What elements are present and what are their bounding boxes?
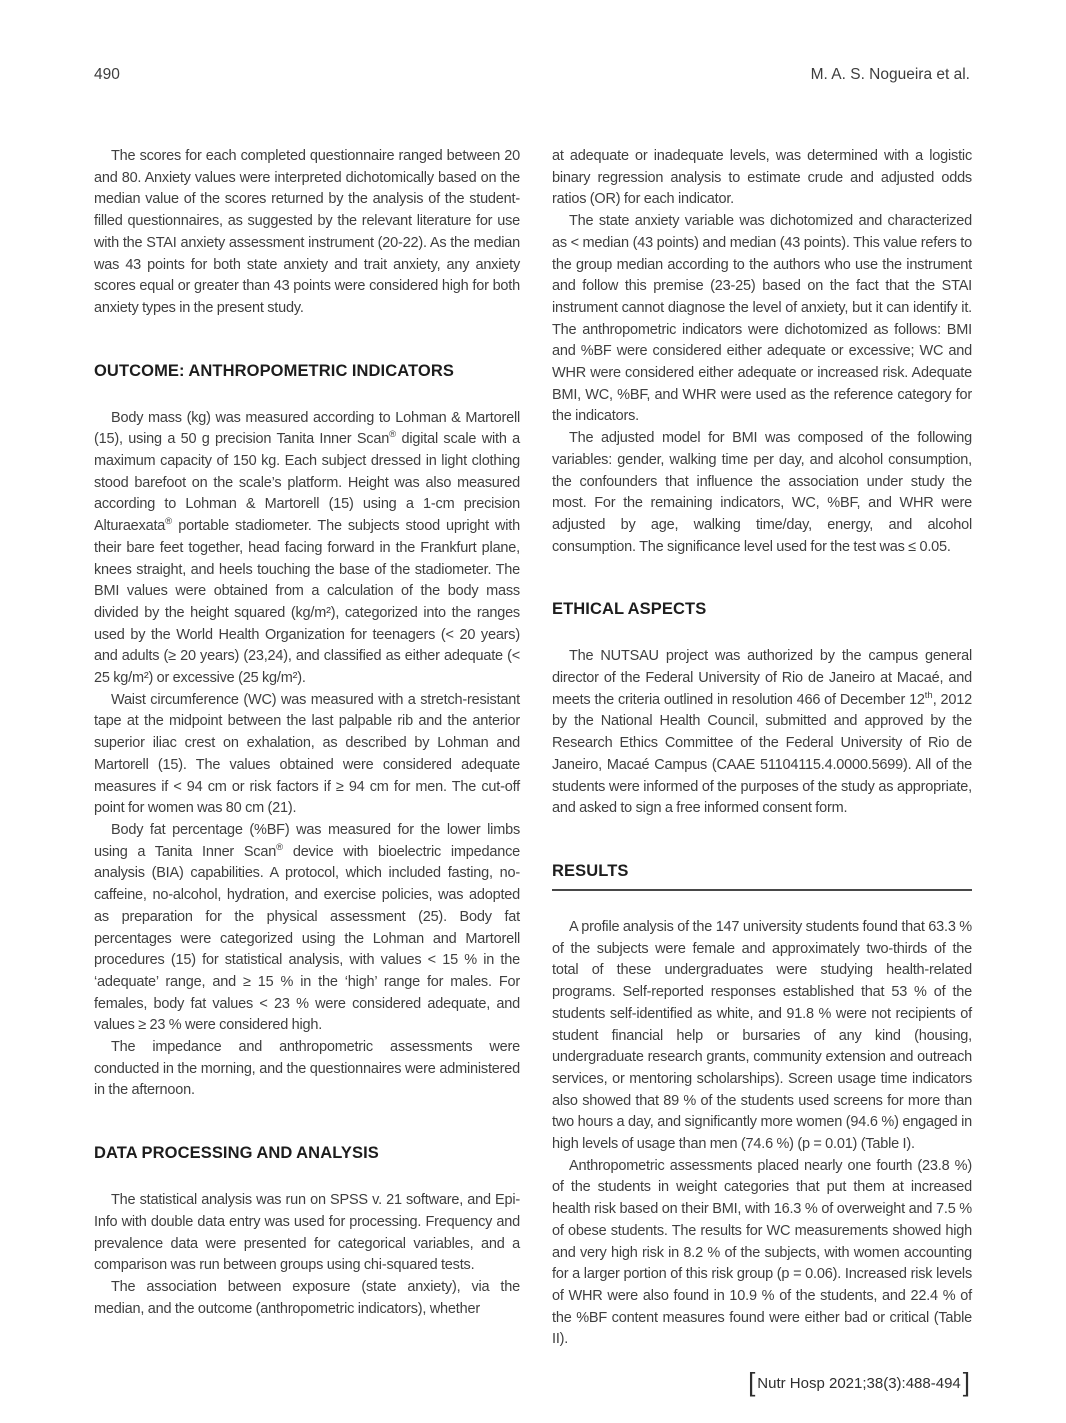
paragraph-state-anxiety-dichotomized: The state anxiety variable was dichotomized and characterized as < median (43 points) and median (43 points). This value refers to the group median according to the authors who use the instrument and follow this premise (23-25) based on the fact that the STAI instrument cannot diagnose the level of anxiety, but it can identify it. The anthropometric indicators were dichotomized as follows: BMI and %BF were considered either adequate or excessive; WC and WHR were considered either adequate or increased risk. Adequate BMI, WC, %BF, and WHR were used as the reference category for the indicators. [552, 213, 972, 425]
citation-bracket-open: [ [748, 1367, 756, 1397]
citation-text: Nutr Hosp 2021;38(3):488-494 [757, 1375, 961, 1392]
paragraph-body-fat: Body fat percentage (%BF) was measured for the lower limbs using a Tanita Inner Scan® device with bioelectric impedance analysis (BIA) capabilities. A protocol, which included fasting, no-caffeine, no-alcohol, hydration, and exercise policies, was adopted as preparation for the physical assessment (25). Body fat percentages were categorized using the Lohman and Martorell procedures (15) for statistical analysis, with values < 15 % in the ‘adequate’ range, and ≥ 15 % in the ‘high’ range for males. For females, body fat values < 23 % were considered adequate, and values ≥ 23 % were considered high. [94, 821, 520, 1034]
heading-data-processing-and-analysis: DATA PROCESSING AND ANALYSIS [94, 1144, 379, 1163]
paragraph-anthropometric-assessments: Anthropometric assessments placed nearly one fourth (23.8 %) of the students in weight categories that put them at increased health risk based on their BMI, with 16.3 % of overweight and 7.5 % of obese students. The results for WC measurements showed high and very high risk in 8.2 % of the subjects, with women accounting for a larger portion of this risk group (p = 0.06). Increased risk levels of WHR were also found in 10.9 % of the students, and 22.4 % of the %BF content measures found were either bad or critical (Table II). [552, 1157, 972, 1348]
heading-results: RESULTS [552, 860, 972, 891]
journal-citation [748, 1368, 970, 1399]
paragraph-adjusted-model: The adjusted model for BMI was composed of the following variables: gender, walking time per day, and alcohol consumption, the confounders that influence the association under study the most. For the remaining indicators, WC, %BF, and WHR were adjusted by age, walking time/day, energy, and alcohol consumption. The significance level used for the test was ≤ 0.05. [552, 430, 972, 555]
citation-bracket-close: ] [962, 1367, 970, 1397]
paragraph-questionnaire-scores: The scores for each completed questionnaire ranged between 20 and 80. Anxiety values were interpreted dichotomically based on the median value of the scores returned by the analysis of the student-filled questionnaires, as suggested by the relevant literature for use with the STAI anxiety assessment instrument (20-22). As the median was 43 points for both state anxiety and trait anxiety, any anxiety scores equal or greater than 43 points were considered high for both anxiety types in the present study. [94, 148, 520, 316]
page-header [94, 66, 970, 84]
heading-ethical-aspects: ETHICAL ASPECTS [552, 600, 707, 619]
paragraph-association-exposure: The association between exposure (state anxiety), via the median, and the outcome (anthropometric indicators), whether [94, 1278, 520, 1317]
paragraph-profile-analysis: A profile analysis of the 147 university students found that 63.3 % of the subjects were female and approximately two-thirds of the total of these undergraduates were studying health-related programs. Self-reported responses established that 53 % of the students self-identified as white, and 91.8 % were not recipients of student financial help or bursaries of any kind (housing, undergraduate research grants, community extension and outreach services, or mentoring scholarships). Screen usage time indicators also showed that 89 % of the students used screens for more than two hours a day, and significantly more women (94.6 %) engaged in high levels of usage than men (74.6 %) (p = 0.01) (Table I). [552, 918, 972, 1153]
paragraph-association-continued: at adequate or inadequate levels, was determined with a logistic binary regression analysis to estimate crude and adjusted odds ratios (OR) for each indicator. [552, 148, 972, 208]
paragraph-statistical-analysis: The statistical analysis was run on SPSS v. 21 software, and Epi-Info with double data entry was used for processing. Frequency and prevalence data were presented for categorical variables, and a comparison was run between groups using chi-squared tests. [94, 1192, 520, 1274]
page-number: 490 [94, 66, 120, 83]
left-column [94, 146, 520, 1320]
right-column [552, 146, 972, 1351]
heading-outcome-anthropometric-indicators: OUTCOME: ANTHROPOMETRIC INDICATORS [94, 361, 454, 380]
paragraph-assessment-timing: The impedance and anthropometric assessments were conducted in the morning, and the questionnaires were administered in the afternoon. [94, 1039, 520, 1099]
paragraph-nutsau-authorization: The NUTSAU project was authorized by the campus general director of the Federal University of Rio de Janeiro at Macaé, and meets the criteria outlined in resolution 466 of December 12th, 2012 by the National Health Council, submitted and approved by the Research Ethics Committee of the Federal University of Rio de Janeiro, Macaé Campus (CAAE 51104115.4.0000.5699). All of the students were informed of the purposes of the study as appropriate, and asked to sign a free informed consent form. [552, 648, 972, 817]
paragraph-waist-circumference: Waist circumference (WC) was measured with a stretch-resistant tape at the midpoint between the last palpable rib and the anterior superior iliac crest on exhalation, as described by Lohman and Martorell (15). The values obtained were considered adequate measures if < 94 cm or risk factors if ≥ 94 cm for men. The cut-off point for women was 80 cm (21). [94, 691, 520, 817]
running-authors: M. A. S. Nogueira et al. [810, 66, 970, 83]
paragraph-body-mass: Body mass (kg) was measured according to Lohman & Martorell (15), using a 50 g precision Tanita Inner Scan® digital scale with a maximum capacity of 150 kg. Each subject dressed in light clothing stood barefoot on the scale’s platform. Height was also measured according to Lohman & Martorell (15) using a 1-cm precision Alturaexata® portable stadiometer. The subjects stood upright with their bare feet together, head facing forward in the Frankfurt plane, knees straight, and heels touching the base of the stadiometer. The BMI values were obtained from a calculation of the body mass divided by the height squared (kg/m²), categorized into the ranges used by the World Health Organization for teenagers (< 20 years) and adults (≥ 20 years) (23,24), and classified as either adequate (< 25 kg/m²) or excessive (25 kg/m²). [94, 409, 520, 687]
